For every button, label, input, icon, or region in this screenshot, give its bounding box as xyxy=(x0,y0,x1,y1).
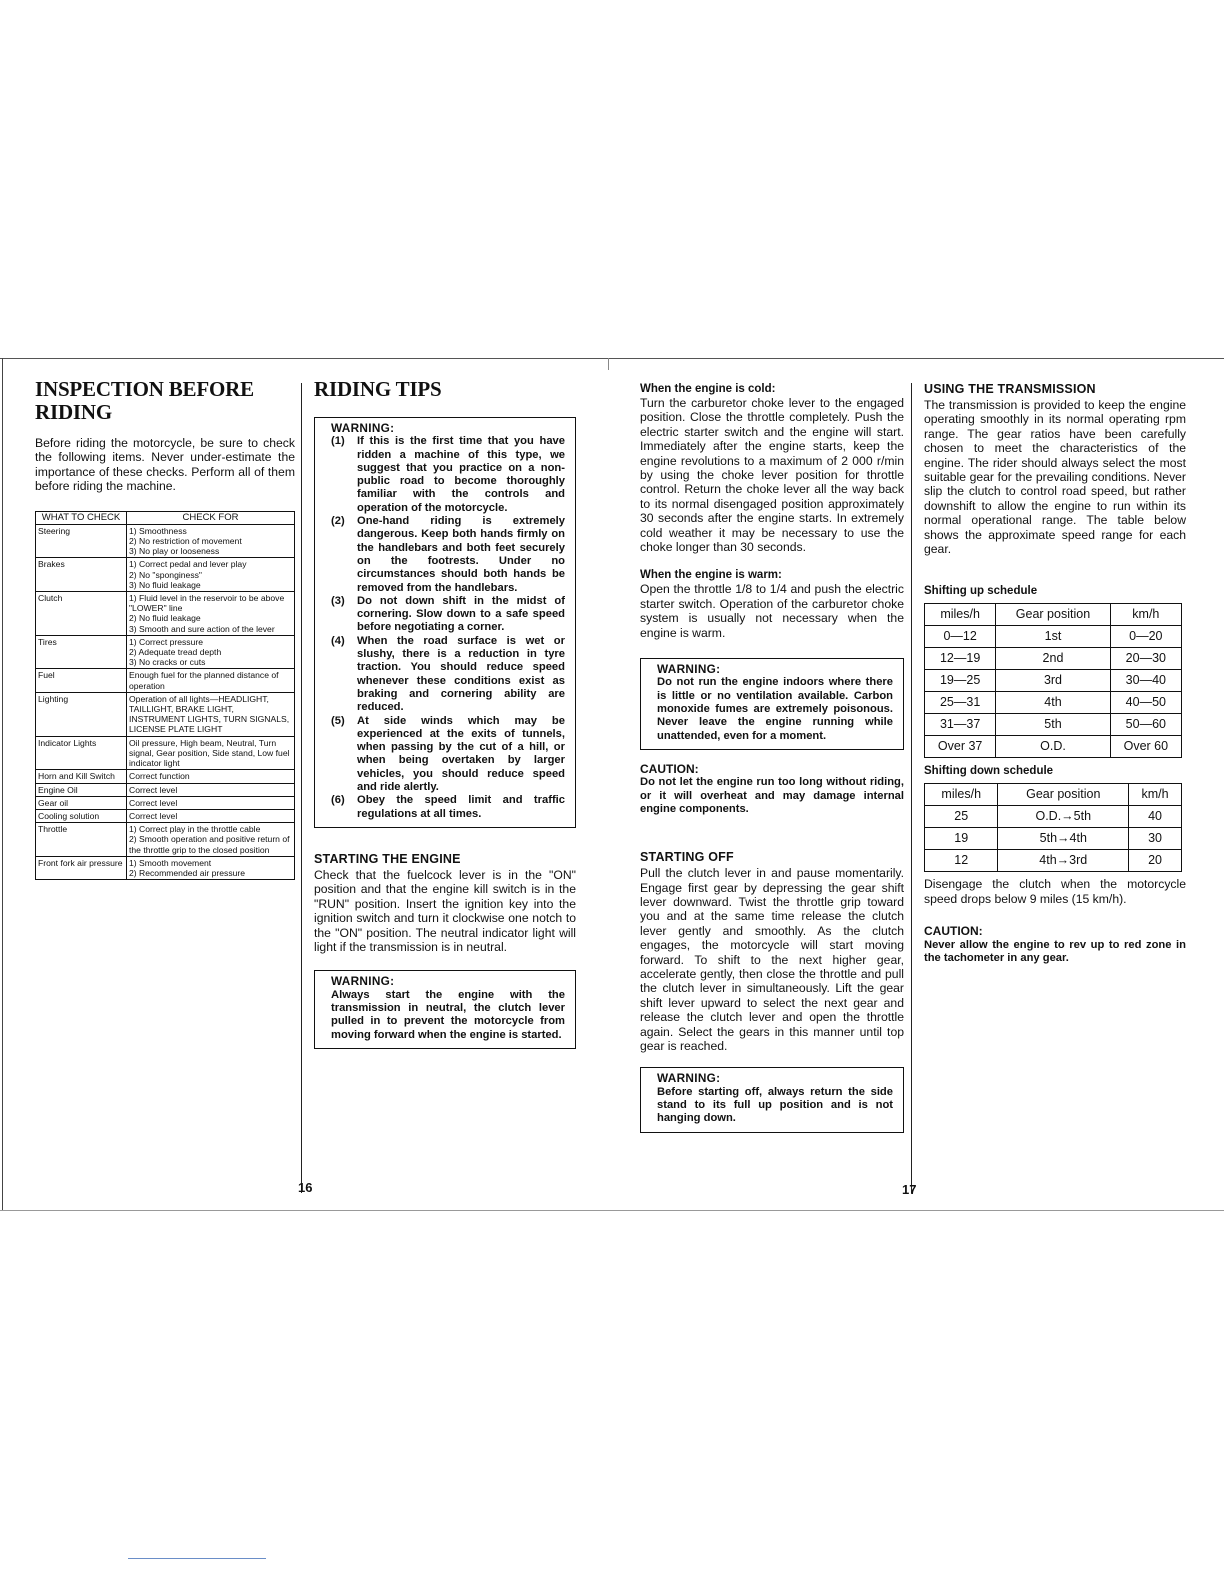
table-row xyxy=(36,783,295,796)
starting-engine-warning-box xyxy=(314,970,576,1048)
check-item: Brakes xyxy=(36,558,127,592)
table-row xyxy=(925,670,1182,692)
check-criterion: 2) No restriction of movement xyxy=(129,536,242,547)
check-for-cell xyxy=(127,796,295,809)
warning-item-text: One-hand riding is extremely dangerous. Keep both hands firmly on the handlebars and both feet securely on the footrests. Under no circumstances should both hands be removed from the handlebars. xyxy=(357,515,565,594)
check-criterion: Correct level xyxy=(129,797,178,808)
table-cell: 12—19 xyxy=(925,648,996,670)
warning-item-number: (2) xyxy=(331,515,345,528)
check-criterion: 3) No fluid leakage xyxy=(129,579,201,590)
table-cell: 25—31 xyxy=(925,692,996,714)
check-for-cell xyxy=(127,823,295,857)
caution-title: CAUTION: xyxy=(640,761,699,776)
warning-item xyxy=(331,595,565,635)
table-cell: 30—40 xyxy=(1110,670,1181,692)
caution-title: CAUTION: xyxy=(924,924,983,939)
check-criterion: 2) Adequate tread depth xyxy=(129,647,222,658)
table-cell: Over 37 xyxy=(925,736,996,758)
warning-item-number: (3) xyxy=(331,594,345,607)
cold-engine-text: Turn the carburetor choke lever to the engaged position. Close the throttle completely. Push the electric starter switch and the engine will start. Immediately after the engine starts, keep the engine revolutions to a maximum of 2 000 r/min by using the choke lever position for throttle control. Return the choke lever all the way back to its normal disengaged position approximately 30 seconds after the engine starts. In extremely cold weather it may be necessary to use the choke longer than 30 seconds. xyxy=(640,396,904,555)
check-criterion: 3) No cracks or cuts xyxy=(129,657,206,668)
check-item: Fuel xyxy=(36,669,127,692)
check-for-cell xyxy=(127,558,295,592)
warning-text: Before starting off, always return the side stand to its full up position and is not hanging down. xyxy=(657,1085,893,1125)
warning-text: Always start the engine with the transmission in neutral, the clutch lever pulled in to prevent the motorcycle from moving forward when the engine is started. xyxy=(331,988,565,1041)
starting-off-title: STARTING OFF xyxy=(640,850,734,865)
check-criterion: 1) Smoothness xyxy=(129,525,187,536)
table-cell: 1st xyxy=(996,626,1110,648)
shift-down-title: Shifting down schedule xyxy=(924,765,1054,778)
warm-engine-text: Open the throttle 1/8 to 1/4 and push the electric starter switch. Operation of the carburetor choke system is usually not necessary when the engine is warm. xyxy=(640,582,904,640)
check-item: Clutch xyxy=(36,592,127,636)
table-row xyxy=(925,714,1182,736)
warning-item-text: At side winds which may be experienced at the exits of tunnels, when passing by the cut of a hill, or when being overtaken by larger vehicles, you should reduce speed and ride alertly. xyxy=(357,714,565,794)
check-for-cell xyxy=(127,856,295,879)
transmission-column xyxy=(924,382,1186,965)
table-cell: 4th xyxy=(996,692,1110,714)
table-row xyxy=(925,736,1182,758)
table-cell: Over 60 xyxy=(1110,736,1181,758)
table-header: CHECK FOR xyxy=(127,511,295,524)
warning-item xyxy=(331,435,565,515)
table-cell: 5th→4th xyxy=(998,828,1129,850)
check-criterion: Oil pressure, High beam, Neutral, Turn signal, Gear position, Side stand, Low fuel indicator light xyxy=(129,737,290,769)
warning-item-number: (6) xyxy=(331,794,345,807)
warning-item-text: If this is the first time that you have ridden a machine of this type, we suggest that you practice on a non-public road to become thoroughly familiar with the controls and operation of the motorcycle. xyxy=(357,435,565,514)
table-row xyxy=(36,635,295,669)
warning-title: WARNING: xyxy=(331,421,395,435)
column-divider xyxy=(301,383,302,1193)
starting-off-text: Pull the clutch lever in and pause momentarily. Engage first gear by depressing the gear shift lever downward. Twist the throttle grip toward you and at the same time release the clutch lever gently and smoothly. As the clutch engages, the motorcycle will start moving forward. To shift to the next higher gear, accelerate gently, then close the throttle and pull the clutch lever in simultaneously. Lift the gear shift lever upward to select the next gear and release the clutch lever and open the throttle again. Select the gears in this manner until top gear is reached. xyxy=(640,866,904,1054)
check-for-cell xyxy=(127,809,295,822)
table-header: WHAT TO CHECK xyxy=(36,511,127,524)
starting-column xyxy=(640,382,904,1133)
table-cell: 40 xyxy=(1129,806,1182,828)
inspection-column xyxy=(35,378,295,880)
check-criterion: 1) Correct pressure xyxy=(129,636,204,647)
warning-title: WARNING: xyxy=(331,974,395,989)
check-for-cell xyxy=(127,770,295,783)
check-criterion: Operation of all lights—HEADLIGHT, TAILLIGHT, BRAKE LIGHT, INSTRUMENT LIGHTS, TURN SIGNALS, LICENSE PLATE LIGHT xyxy=(129,693,290,735)
warning-title: WARNING: xyxy=(657,662,721,677)
warning-item-text: Obey the speed limit and traffic regulations at all times. xyxy=(357,794,565,820)
table-row xyxy=(36,770,295,783)
check-for-cell xyxy=(127,635,295,669)
check-criterion: Correct level xyxy=(129,810,178,821)
table-cell: 20 xyxy=(1129,850,1182,872)
table-cell: O.D.→5th xyxy=(998,806,1129,828)
warning-item xyxy=(331,794,565,821)
table-row xyxy=(925,806,1182,828)
warning-list xyxy=(331,435,565,821)
table-header: km/h xyxy=(1129,784,1182,806)
table-cell: 0—12 xyxy=(925,626,996,648)
warm-engine-title: When the engine is warm: xyxy=(640,569,782,582)
caution-text: Do not let the engine run too long without riding, or it will overheat and may damage internal engine components. xyxy=(640,776,904,815)
check-criterion: 1) Fluid level in the reservoir to be above "LOWER" line xyxy=(129,593,285,614)
sheet-left-edge xyxy=(2,358,3,1211)
table-cell: 31—37 xyxy=(925,714,996,736)
table-header: miles/h xyxy=(925,784,998,806)
disengage-text: Disengage the clutch when the motorcycle speed drops below 9 miles (15 km/h). xyxy=(924,877,1186,906)
check-criterion: 2) Smooth operation and positive return of the throttle grip to the closed position xyxy=(129,834,290,855)
table-header: Gear position xyxy=(996,604,1110,626)
table-cell: 30 xyxy=(1129,828,1182,850)
table-cell: 20—30 xyxy=(1110,648,1181,670)
column-divider xyxy=(911,383,912,1193)
check-item: Cooling solution xyxy=(36,809,127,822)
table-cell: 40—50 xyxy=(1110,692,1181,714)
check-for-cell xyxy=(127,669,295,692)
indoor-warning-box xyxy=(640,658,904,750)
check-for-cell xyxy=(127,592,295,636)
table-row xyxy=(36,796,295,809)
inspection-table xyxy=(35,511,295,881)
warning-item xyxy=(331,715,565,795)
page-gutter-mark xyxy=(608,358,609,370)
transmission-text: The transmission is provided to keep the engine operating smoothly in its normal operating rpm range. The gear ratios have been carefully chosen to meet the characteristics of the engine. The rider should always select the most suitable gear for the prevailing conditions. Never slip the clutch to control road speed, but rather downshift to allow the engine to run within its normal operational range. The table below shows the approximate speed range for each gear. xyxy=(924,398,1186,557)
table-cell: 0—20 xyxy=(1110,626,1181,648)
check-criterion: 1) Correct pedal and lever play xyxy=(129,559,247,570)
check-item: Gear oil xyxy=(36,796,127,809)
check-item: Indicator Lights xyxy=(36,736,127,770)
check-for-cell xyxy=(127,736,295,770)
inspection-title: INSPECTION BEFORE RIDING xyxy=(35,377,254,424)
table-header: miles/h xyxy=(925,604,996,626)
page-number-right: 17 xyxy=(902,1182,917,1197)
table-header: km/h xyxy=(1110,604,1181,626)
table-row xyxy=(36,823,295,857)
check-for-cell xyxy=(127,692,295,736)
table-header: Gear position xyxy=(998,784,1129,806)
check-criterion: 3) No play or looseness xyxy=(129,546,220,557)
table-row xyxy=(36,592,295,636)
check-item: Throttle xyxy=(36,823,127,857)
shift-up-title: Shifting up schedule xyxy=(924,585,1038,598)
check-item: Front fork air pressure xyxy=(36,856,127,879)
warning-title: WARNING: xyxy=(657,1071,721,1086)
table-cell: 25 xyxy=(925,806,998,828)
check-criterion: 2) No "sponginess" xyxy=(129,569,202,580)
table-cell: O.D. xyxy=(996,736,1110,758)
check-item: Engine Oil xyxy=(36,783,127,796)
check-item: Tires xyxy=(36,635,127,669)
shift-down-table xyxy=(924,783,1182,872)
riding-tips-title: RIDING TIPS xyxy=(314,377,442,401)
shift-up-table-body xyxy=(925,626,1182,758)
transmission-title: USING THE TRANSMISSION xyxy=(924,382,1096,396)
cold-engine-title: When the engine is cold: xyxy=(640,383,776,395)
starting-engine-title: STARTING THE ENGINE xyxy=(314,851,461,866)
check-criterion: 3) Smooth and sure action of the lever xyxy=(129,623,275,634)
warning-item-text: When the road surface is wet or slushy, there is a reduction in tyre traction. You should reduce speed whenever these conditions exist as braking and cornering ability are reduced. xyxy=(357,634,565,714)
table-row xyxy=(925,692,1182,714)
warning-text: Do not run the engine indoors where there is little or no ventilation available. Carbon monoxide fumes are extremely poisonous. Never leave the engine running while unattended, even for a moment. xyxy=(657,676,893,742)
table-cell: 4th→3rd xyxy=(998,850,1129,872)
table-cell: 19—25 xyxy=(925,670,996,692)
footer-rule xyxy=(128,1558,266,1559)
check-criterion: 1) Correct play in the throttle cable xyxy=(129,824,261,835)
table-cell: 12 xyxy=(925,850,998,872)
check-item: Horn and Kill Switch xyxy=(36,770,127,783)
table-row xyxy=(925,626,1182,648)
check-criterion: Correct function xyxy=(129,771,190,782)
check-item: Steering xyxy=(36,524,127,558)
shift-up-table xyxy=(924,603,1182,758)
warning-item-number: (1) xyxy=(331,435,345,448)
table-row xyxy=(36,736,295,770)
table-row xyxy=(36,692,295,736)
page-number-left: 16 xyxy=(298,1180,313,1195)
starting-engine-text: Check that the fuelcock lever is in the "ON" position and that the engine kill switch is in the "RUN" position. Insert the ignition key into the ignition switch and turn it clockwise one notch to the "ON" position. The neutral indicator light will light if the transmission is in neutral. xyxy=(314,867,576,954)
side-stand-warning-box xyxy=(640,1067,904,1132)
check-criterion: 1) Smooth movement xyxy=(129,857,212,868)
sheet-bottom-edge xyxy=(0,1210,1224,1211)
check-criterion: 2) Recommended air pressure xyxy=(129,867,246,878)
check-criterion: Correct level xyxy=(129,784,178,795)
table-cell: 2nd xyxy=(996,648,1110,670)
table-row xyxy=(36,558,295,592)
table-row xyxy=(925,850,1182,872)
table-cell: 50—60 xyxy=(1110,714,1181,736)
shift-down-table-body xyxy=(925,806,1182,872)
warning-item-text: Do not down shift in the midst of cornering. Slow down to a safe speed before negotiating a corner. xyxy=(357,594,565,634)
check-item: Lighting xyxy=(36,692,127,736)
table-row xyxy=(925,828,1182,850)
table-cell: 5th xyxy=(996,714,1110,736)
table-cell: 3rd xyxy=(996,670,1110,692)
table-cell: 19 xyxy=(925,828,998,850)
table-row xyxy=(36,669,295,692)
check-criterion: 2) No fluid leakage xyxy=(129,613,201,624)
table-row xyxy=(36,809,295,822)
table-row xyxy=(36,856,295,879)
warning-item-number: (4) xyxy=(331,634,345,647)
check-criterion: Enough fuel for the planned distance of operation xyxy=(129,670,279,691)
warning-item-number: (5) xyxy=(331,714,345,727)
riding-tips-warning-box xyxy=(314,417,576,828)
table-row xyxy=(925,648,1182,670)
warning-item xyxy=(331,515,565,595)
inspection-intro: Before riding the motorcycle, be sure to check the following items. Never under-estimate the importance of these checks. Perform all of them before riding the machine. xyxy=(35,436,295,494)
riding-tips-column xyxy=(314,378,576,1049)
caution-text: Never allow the engine to rev up to red zone in the tachometer in any gear. xyxy=(924,938,1186,964)
warning-item xyxy=(331,635,565,715)
check-for-cell xyxy=(127,783,295,796)
inspection-table-body xyxy=(36,524,295,879)
check-for-cell xyxy=(127,524,295,558)
sheet-top-edge xyxy=(0,358,1224,359)
table-row xyxy=(36,524,295,558)
